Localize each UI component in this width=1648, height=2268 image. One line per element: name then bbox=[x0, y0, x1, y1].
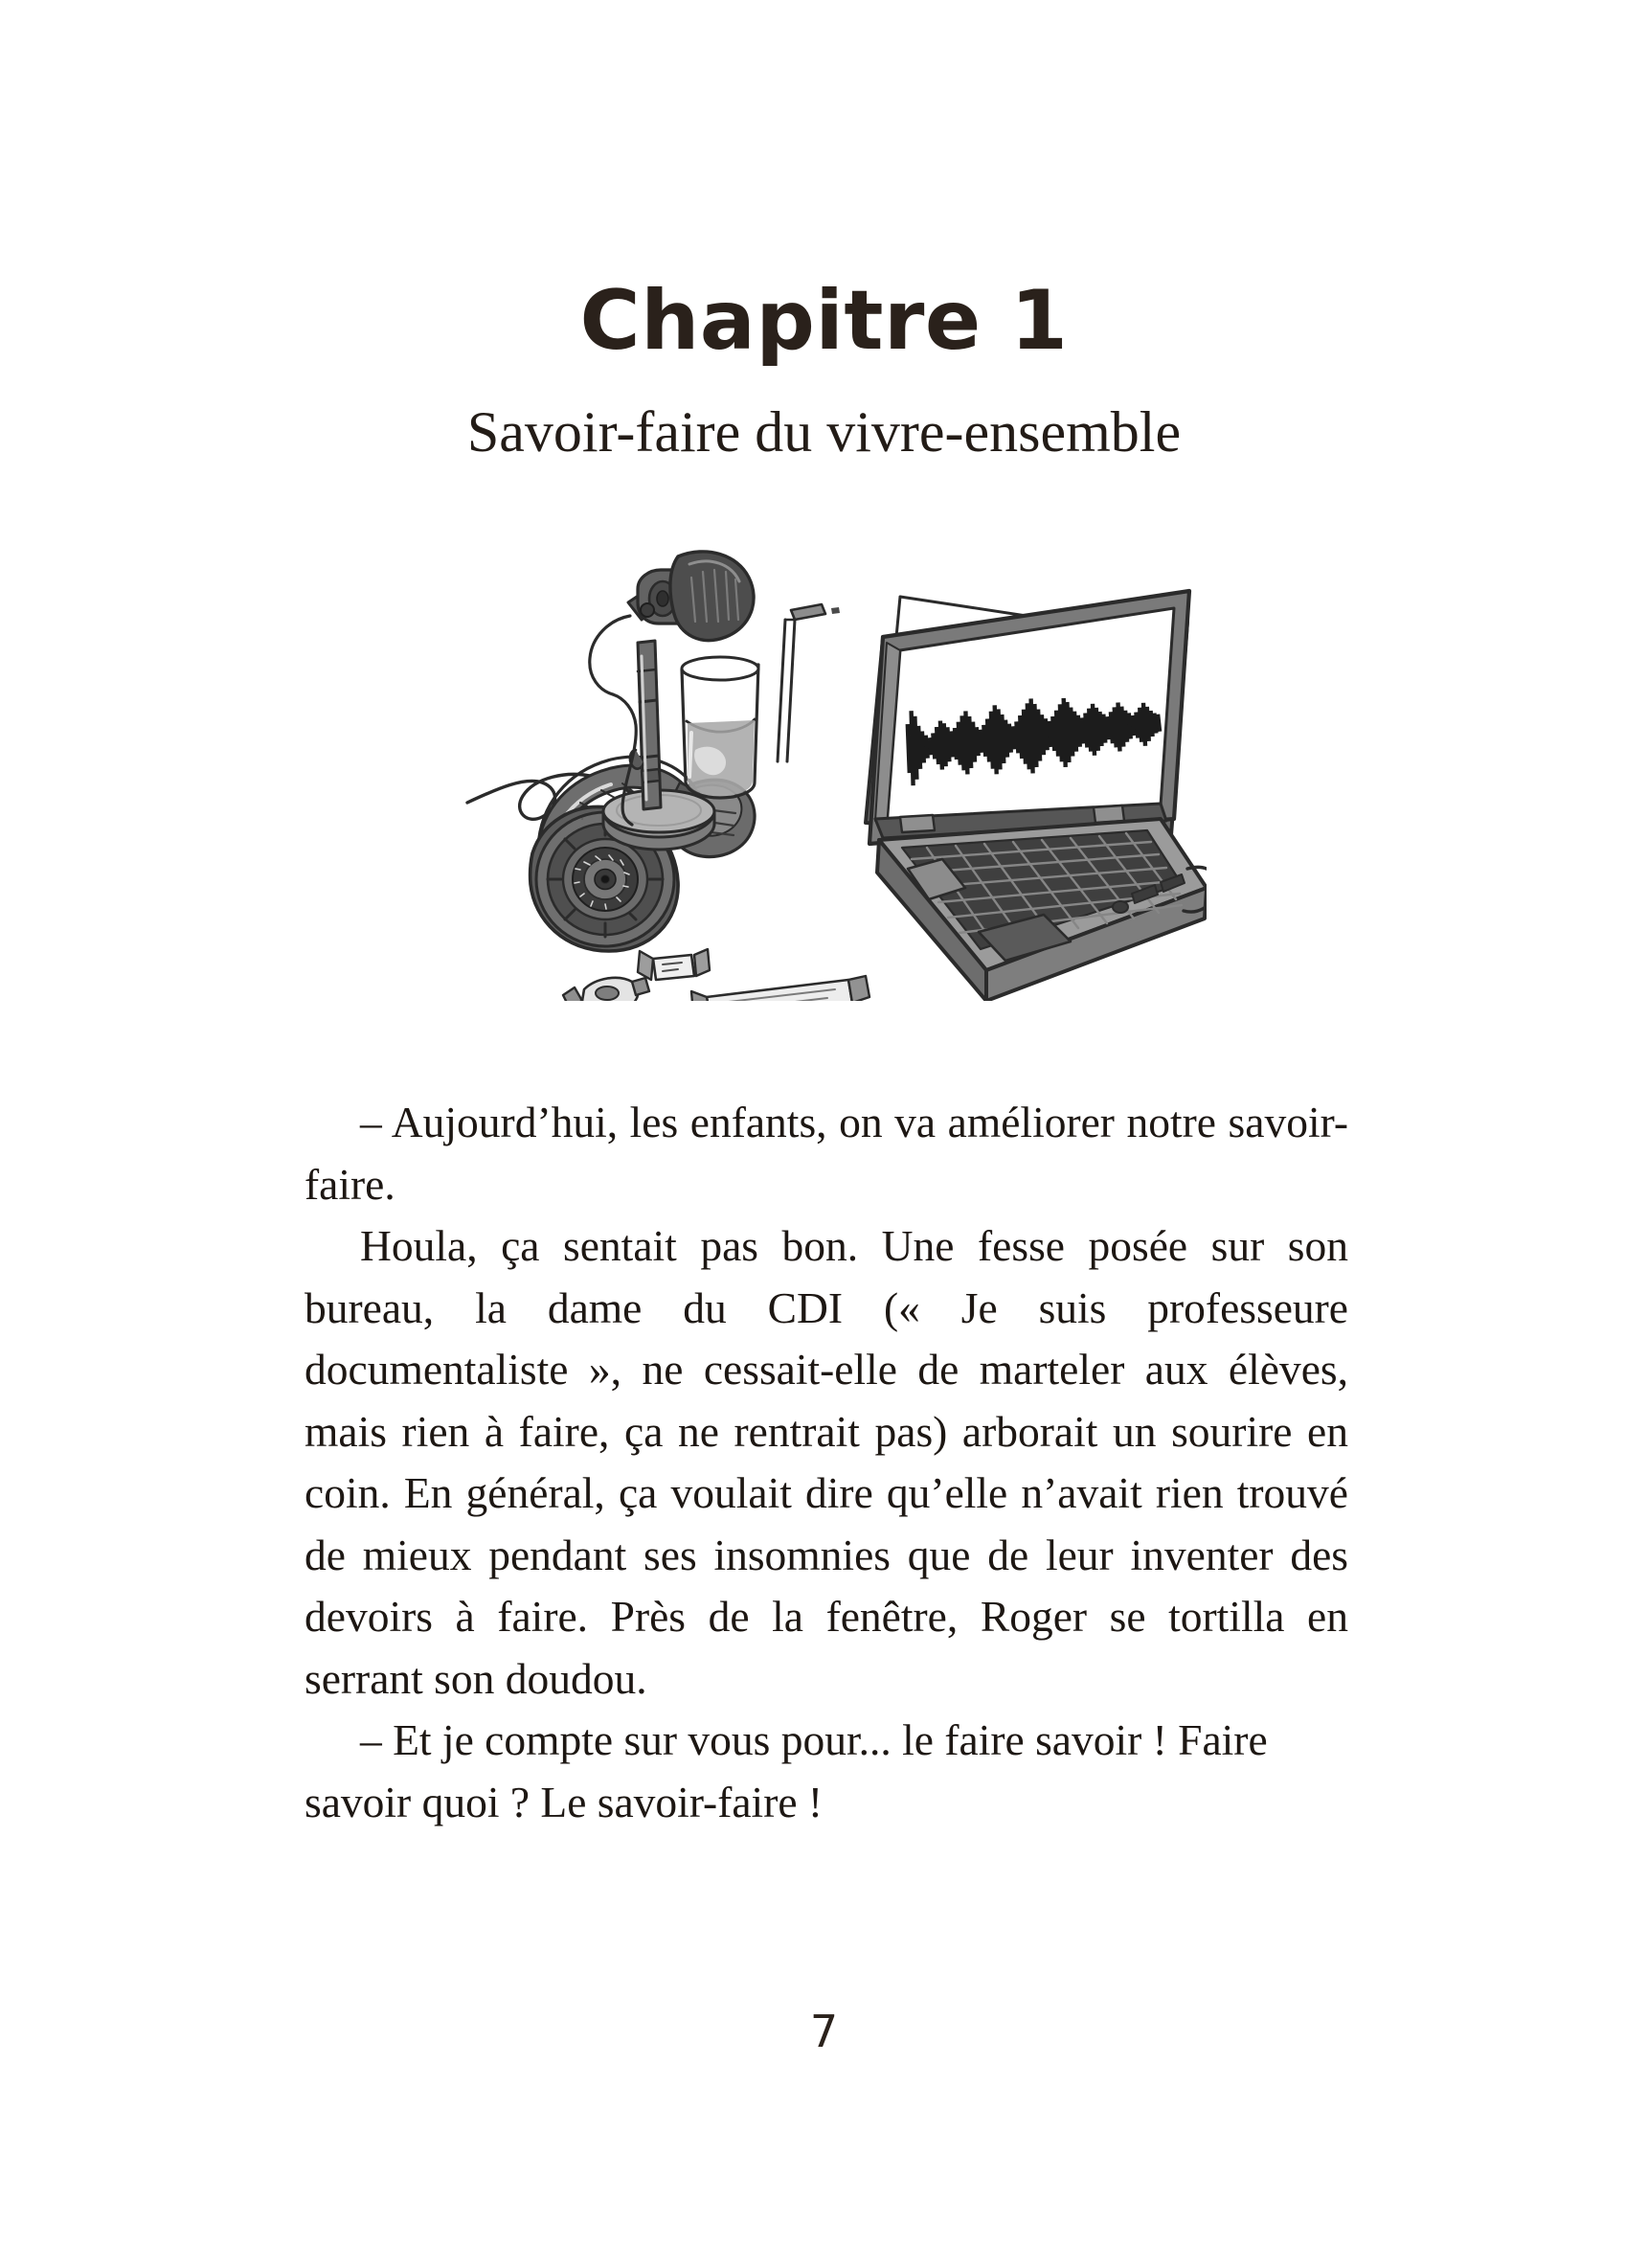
paragraph: – Et je compte sur vous pour... le faire savoir ! Faire savoir quoi ? Le savoir-faire ! bbox=[305, 1715, 1268, 1826]
paragraph: – Aujourd’hui, les enfants, on va améliorer notre savoir-faire. bbox=[305, 1098, 1348, 1209]
podcast-setup-illustration bbox=[450, 532, 1207, 1001]
paragraph: Houla, ça sentait pas bon. Une fesse posée sur son bureau, la dame du CDI (« Je suis professeure documentaliste », ne cessait-elle de marteler aux élèves, mais rien à faire, ça ne rentrait pas) arborait un sourire en coin. En général, ça voulait dire qu’elle n’avait rien trouvé de mieux pendant ses insomnies que de leur inventer des devoirs à faire. Près de la fenêtre, Roger se tortilla en serrant son doudou. bbox=[305, 1221, 1348, 1703]
body-text bbox=[305, 1092, 1348, 1833]
page-title: Chapitre 1 bbox=[579, 273, 1069, 369]
chapter-subtitle: Savoir-faire du vivre-ensemble bbox=[466, 400, 1182, 464]
candies-icon bbox=[563, 949, 869, 1001]
illustration-ink bbox=[467, 552, 1207, 1001]
laptop-icon bbox=[866, 591, 1207, 1001]
microphone-icon bbox=[628, 552, 754, 641]
page-number: 7 bbox=[809, 2006, 839, 2057]
